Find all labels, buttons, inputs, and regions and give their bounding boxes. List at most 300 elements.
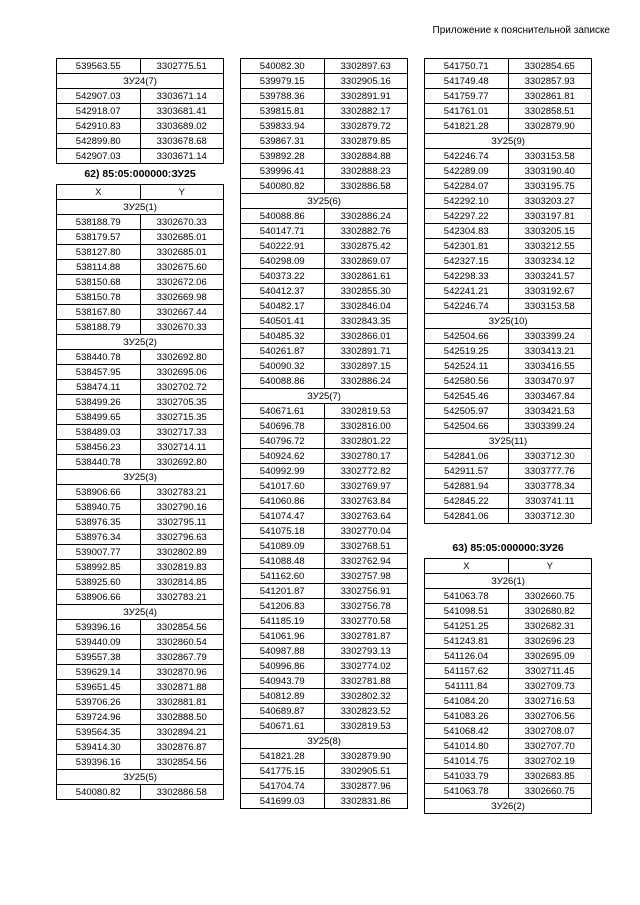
table-row [425, 299, 592, 314]
table-row [241, 314, 408, 329]
x-cell: 539833.94 [241, 119, 325, 134]
y-cell: 3303712.30 [508, 449, 592, 464]
table-row [241, 689, 408, 704]
table-row [57, 575, 224, 590]
x-cell: 542246.74 [425, 149, 509, 164]
x-cell: 539557.38 [57, 650, 141, 665]
section-title: 62) 85:05:000000:ЗУ25 [84, 168, 196, 180]
x-cell: 539440.09 [57, 635, 141, 650]
table-row [425, 509, 592, 524]
y-cell: 3302858.51 [508, 104, 592, 119]
y-cell: 3302875.42 [324, 239, 408, 254]
y-cell: 3302772.82 [324, 464, 408, 479]
part-label: ЗУ25(9) [425, 134, 592, 149]
y-cell: 3302867.79 [140, 650, 224, 665]
y-cell: 3302802.89 [140, 545, 224, 560]
table-row [241, 134, 408, 149]
y-cell: 3302670.33 [140, 215, 224, 230]
y-cell: 3302879.90 [324, 749, 408, 764]
table-row [57, 755, 224, 770]
x-cell: 541759.77 [425, 89, 509, 104]
y-cell: 3302819.53 [324, 404, 408, 419]
y-cell: 3302672.06 [140, 275, 224, 290]
part-header-row [57, 770, 224, 785]
y-cell: 3302854.56 [140, 620, 224, 635]
table-row [425, 104, 592, 119]
y-cell: 3302680.82 [508, 604, 592, 619]
table-row [57, 59, 224, 74]
y-cell: 3302670.33 [140, 320, 224, 335]
table-row [425, 604, 592, 619]
part-header-row [57, 200, 224, 215]
part-label: ЗУ25(2) [57, 335, 224, 350]
table-row [57, 230, 224, 245]
x-cell: 540996.86 [241, 659, 325, 674]
part-label: ЗУ25(8) [241, 734, 408, 749]
y-cell: 3302793.13 [324, 644, 408, 659]
y-cell: 3302876.87 [140, 740, 224, 755]
table-row [241, 569, 408, 584]
table-row [241, 269, 408, 284]
part-header-row [57, 605, 224, 620]
x-cell: 539815.81 [241, 104, 325, 119]
y-cell: 3302891.71 [324, 344, 408, 359]
table-row [57, 530, 224, 545]
x-cell: 541098.51 [425, 604, 509, 619]
y-cell: 3303413.21 [508, 344, 592, 359]
x-cell: 540501.41 [241, 314, 325, 329]
x-cell: 538457.95 [57, 365, 141, 380]
table-row [57, 725, 224, 740]
x-cell: 541821.28 [425, 119, 509, 134]
x-cell: 541206.83 [241, 599, 325, 614]
table-row [241, 119, 408, 134]
x-cell: 538150.68 [57, 275, 141, 290]
table-row [425, 589, 592, 604]
y-cell: 3302886.58 [324, 179, 408, 194]
table-row [241, 284, 408, 299]
page-header: Приложение к пояснительной записке [432, 25, 610, 36]
table-row [57, 149, 224, 164]
x-cell: 542297.22 [425, 209, 509, 224]
y-cell: 3302823.52 [324, 704, 408, 719]
x-cell: 541201.87 [241, 584, 325, 599]
y-cell: 3303681.41 [140, 104, 224, 119]
y-cell: 3302756.78 [324, 599, 408, 614]
y-cell: 3302879.72 [324, 119, 408, 134]
table-row [241, 164, 408, 179]
x-cell: 542918.07 [57, 104, 141, 119]
y-cell: 3303778.34 [508, 479, 592, 494]
x-cell: 540485.32 [241, 329, 325, 344]
y-cell: 3302871.88 [140, 680, 224, 695]
y-cell: 3302711.45 [508, 664, 592, 679]
y-cell: 3302869.07 [324, 254, 408, 269]
y-cell: Y [508, 559, 592, 574]
y-cell: 3303153.58 [508, 299, 592, 314]
table-row [57, 560, 224, 575]
x-cell: 540088.86 [241, 374, 325, 389]
y-cell: 3302709.73 [508, 679, 592, 694]
table-row [241, 539, 408, 554]
table-row [57, 290, 224, 305]
table-row [241, 419, 408, 434]
x-cell: 539979.15 [241, 74, 325, 89]
y-cell: 3302660.75 [508, 589, 592, 604]
x-cell: 539563.55 [57, 59, 141, 74]
table-row [241, 74, 408, 89]
table-row [241, 509, 408, 524]
x-cell: 538940.75 [57, 500, 141, 515]
table-row [241, 299, 408, 314]
table-row [241, 359, 408, 374]
x-cell: 539706.26 [57, 695, 141, 710]
x-cell: 538440.78 [57, 455, 141, 470]
table-row [241, 629, 408, 644]
x-cell: 541083.26 [425, 709, 509, 724]
y-cell: 3302660.75 [508, 784, 592, 799]
table-row [425, 449, 592, 464]
table-row [241, 554, 408, 569]
x-cell: 540080.82 [57, 785, 141, 800]
x-cell: 541157.62 [425, 664, 509, 679]
y-cell: 3303203.27 [508, 194, 592, 209]
x-cell: 542505.97 [425, 404, 509, 419]
y-cell: 3302843.35 [324, 314, 408, 329]
y-cell: 3302696.23 [508, 634, 592, 649]
x-cell: 541162.60 [241, 569, 325, 584]
table-row [425, 89, 592, 104]
x-cell: 538127.80 [57, 245, 141, 260]
part-label: ЗУ25(10) [425, 314, 592, 329]
table-row [241, 344, 408, 359]
part-label: ЗУ25(5) [57, 770, 224, 785]
y-cell: 3302857.93 [508, 74, 592, 89]
table-row [425, 239, 592, 254]
table-row [241, 59, 408, 74]
y-cell: 3302882.76 [324, 224, 408, 239]
x-cell: 541014.75 [425, 754, 509, 769]
table-row [57, 245, 224, 260]
table-row [241, 779, 408, 794]
table-row [425, 724, 592, 739]
x-cell: 540298.09 [241, 254, 325, 269]
y-cell: 3302763.64 [324, 509, 408, 524]
y-cell: 3303678.68 [140, 134, 224, 149]
x-cell: 538992.85 [57, 560, 141, 575]
table-row [241, 494, 408, 509]
y-cell: 3302886.58 [140, 785, 224, 800]
table-row [57, 365, 224, 380]
column-2 [240, 58, 408, 809]
x-cell: 539396.16 [57, 620, 141, 635]
y-cell: 3302692.80 [140, 350, 224, 365]
y-cell: 3302714.11 [140, 440, 224, 455]
x-cell: 541243.81 [425, 634, 509, 649]
y-cell: 3302706.56 [508, 709, 592, 724]
x-cell: 539996.41 [241, 164, 325, 179]
x-cell: 540080.82 [241, 179, 325, 194]
y-cell: 3303192.67 [508, 284, 592, 299]
table-row [425, 374, 592, 389]
y-cell: 3303741.11 [508, 494, 592, 509]
table-row [57, 275, 224, 290]
x-cell: 540482.17 [241, 299, 325, 314]
table-row [241, 659, 408, 674]
part-header-row [57, 74, 224, 89]
x-cell: 540812.89 [241, 689, 325, 704]
table-row [57, 515, 224, 530]
part-label: ЗУ25(7) [241, 389, 408, 404]
x-cell: 541749.48 [425, 74, 509, 89]
y-cell: 3302783.21 [140, 590, 224, 605]
x-cell: 540261.87 [241, 344, 325, 359]
part-label: ЗУ24(7) [57, 74, 224, 89]
table-row [241, 644, 408, 659]
x-cell: 542907.03 [57, 149, 141, 164]
table-row [241, 239, 408, 254]
table-row [425, 464, 592, 479]
table-row [57, 320, 224, 335]
y-cell: 3303671.14 [140, 89, 224, 104]
table-row [57, 215, 224, 230]
x-cell: 538456.23 [57, 440, 141, 455]
y-cell: 3302905.16 [324, 74, 408, 89]
x-cell: 540088.86 [241, 209, 325, 224]
table-row [425, 679, 592, 694]
table-row [425, 739, 592, 754]
y-cell: 3303416.55 [508, 359, 592, 374]
x-cell: 540222.91 [241, 239, 325, 254]
x-cell: 542519.25 [425, 344, 509, 359]
x-cell: 542246.74 [425, 299, 509, 314]
y-cell: 3302819.83 [140, 560, 224, 575]
part-label: ЗУ25(4) [57, 605, 224, 620]
x-cell: 541014.80 [425, 739, 509, 754]
table-row [425, 179, 592, 194]
y-cell: 3302816.00 [324, 419, 408, 434]
y-cell: 3303777.76 [508, 464, 592, 479]
y-cell: 3303197.81 [508, 209, 592, 224]
x-cell: 542545.46 [425, 389, 509, 404]
coordinates-table [424, 58, 592, 524]
table-row [425, 224, 592, 239]
y-cell: 3302783.21 [140, 485, 224, 500]
table-row [425, 664, 592, 679]
y-cell: 3302770.04 [324, 524, 408, 539]
y-cell: 3302790.16 [140, 500, 224, 515]
table-row [57, 395, 224, 410]
x-cell: 540992.99 [241, 464, 325, 479]
y-cell: 3302861.81 [508, 89, 592, 104]
y-cell: 3302905.51 [324, 764, 408, 779]
table-row [57, 119, 224, 134]
x-cell: 541111.84 [425, 679, 509, 694]
x-cell: 540671.61 [241, 404, 325, 419]
y-cell: 3302716.53 [508, 694, 592, 709]
y-cell: 3302692.80 [140, 455, 224, 470]
x-cell: 538906.66 [57, 590, 141, 605]
y-cell: 3302796.63 [140, 530, 224, 545]
x-cell: 542327.15 [425, 254, 509, 269]
table-row [241, 404, 408, 419]
y-cell: 3302886.24 [324, 209, 408, 224]
table-row [425, 784, 592, 799]
table-row [57, 260, 224, 275]
spacer [424, 524, 592, 538]
y-cell: 3302846.04 [324, 299, 408, 314]
table-row [241, 434, 408, 449]
table-row [425, 709, 592, 724]
x-cell: 539414.30 [57, 740, 141, 755]
y-cell: Y [140, 185, 224, 200]
y-cell: 3303671.14 [140, 149, 224, 164]
x-cell: 541060.86 [241, 494, 325, 509]
x-cell: 540082.30 [241, 59, 325, 74]
x-cell: 542881.94 [425, 479, 509, 494]
table-row [425, 149, 592, 164]
x-cell: 541821.28 [241, 749, 325, 764]
x-cell: 539396.16 [57, 755, 141, 770]
y-cell: 3303195.75 [508, 179, 592, 194]
x-cell: 542911.57 [425, 464, 509, 479]
table-row [57, 104, 224, 119]
table-row [57, 89, 224, 104]
table-row [425, 74, 592, 89]
x-cell: 539788.36 [241, 89, 325, 104]
y-cell: 3302756.91 [324, 584, 408, 599]
y-cell: 3303689.02 [140, 119, 224, 134]
x-cell: 538925.60 [57, 575, 141, 590]
x-cell: 541074.47 [241, 509, 325, 524]
y-cell: 3302881.81 [140, 695, 224, 710]
table-row [425, 119, 592, 134]
x-cell: 542304.83 [425, 224, 509, 239]
table-row [57, 185, 224, 200]
x-cell: 542284.07 [425, 179, 509, 194]
column-1 [56, 58, 224, 800]
x-cell: 538474.11 [57, 380, 141, 395]
x-cell: 542524.11 [425, 359, 509, 374]
table-row [425, 359, 592, 374]
y-cell: 3302781.87 [324, 629, 408, 644]
y-cell: 3302891.91 [324, 89, 408, 104]
y-cell: 3302683.85 [508, 769, 592, 784]
y-cell: 3302770.58 [324, 614, 408, 629]
x-cell: 541033.79 [425, 769, 509, 784]
x-cell: 539892.28 [241, 149, 325, 164]
x-cell: 540796.72 [241, 434, 325, 449]
x-cell: 539007.77 [57, 545, 141, 560]
x-cell: 541750.71 [425, 59, 509, 74]
x-cell: 538188.79 [57, 215, 141, 230]
x-cell: 541251.25 [425, 619, 509, 634]
y-cell: 3302682.31 [508, 619, 592, 634]
y-cell: 3302669.98 [140, 290, 224, 305]
y-cell: 3302870.96 [140, 665, 224, 680]
table-row [57, 425, 224, 440]
y-cell: 3302879.85 [324, 134, 408, 149]
table-row [57, 740, 224, 755]
x-cell: 541068.42 [425, 724, 509, 739]
y-cell: 3302884.88 [324, 149, 408, 164]
table-row [425, 559, 592, 574]
table-row [241, 674, 408, 689]
table-row [241, 89, 408, 104]
column-3 [424, 58, 592, 814]
y-cell: 3303399.24 [508, 419, 592, 434]
table-row [57, 410, 224, 425]
x-cell: 541699.03 [241, 794, 325, 809]
y-cell: 3302855.30 [324, 284, 408, 299]
table-row [57, 635, 224, 650]
table-row [425, 329, 592, 344]
y-cell: 3302667.44 [140, 305, 224, 320]
table-row [425, 619, 592, 634]
y-cell: 3302888.23 [324, 164, 408, 179]
part-label: ЗУ26(1) [425, 574, 592, 589]
y-cell: 3302702.72 [140, 380, 224, 395]
table-row [57, 380, 224, 395]
part-header-row [241, 389, 408, 404]
table-row [241, 794, 408, 809]
table-row [241, 704, 408, 719]
x-cell: 538440.78 [57, 350, 141, 365]
y-cell: 3302795.11 [140, 515, 224, 530]
x-cell: 540689.87 [241, 704, 325, 719]
x-cell: 541088.48 [241, 554, 325, 569]
table-row [425, 754, 592, 769]
x-cell: 541075.18 [241, 524, 325, 539]
x-cell: 542580.56 [425, 374, 509, 389]
table-row [425, 634, 592, 649]
table-row [425, 59, 592, 74]
x-cell: 539724.96 [57, 710, 141, 725]
part-header-row [57, 335, 224, 350]
part-header-row [425, 134, 592, 149]
x-cell: 540147.71 [241, 224, 325, 239]
y-cell: 3303470.97 [508, 374, 592, 389]
table-row [425, 694, 592, 709]
part-header-row [425, 799, 592, 814]
table-row [425, 209, 592, 224]
table-row [241, 749, 408, 764]
x-cell: 538150.78 [57, 290, 141, 305]
x-cell: 541126.04 [425, 649, 509, 664]
x-cell: 541185.19 [241, 614, 325, 629]
table-row [241, 764, 408, 779]
x-cell: 542899.80 [57, 134, 141, 149]
table-row [241, 224, 408, 239]
y-cell: 3302768.51 [324, 539, 408, 554]
table-row [425, 344, 592, 359]
table-row [57, 665, 224, 680]
table-row [57, 305, 224, 320]
part-label: ЗУ25(11) [425, 434, 592, 449]
y-cell: 3302774.02 [324, 659, 408, 674]
table-row [57, 590, 224, 605]
y-cell: 3303241.57 [508, 269, 592, 284]
part-label: ЗУ25(1) [57, 200, 224, 215]
x-cell: 540671.61 [241, 719, 325, 734]
table-row [57, 545, 224, 560]
y-cell: 3302861.61 [324, 269, 408, 284]
y-cell: 3302695.09 [508, 649, 592, 664]
section-title: 63) 85:05:000000:ЗУ26 [452, 542, 564, 554]
coordinates-table [56, 58, 224, 164]
part-header-row [57, 470, 224, 485]
y-cell: 3302860.54 [140, 635, 224, 650]
